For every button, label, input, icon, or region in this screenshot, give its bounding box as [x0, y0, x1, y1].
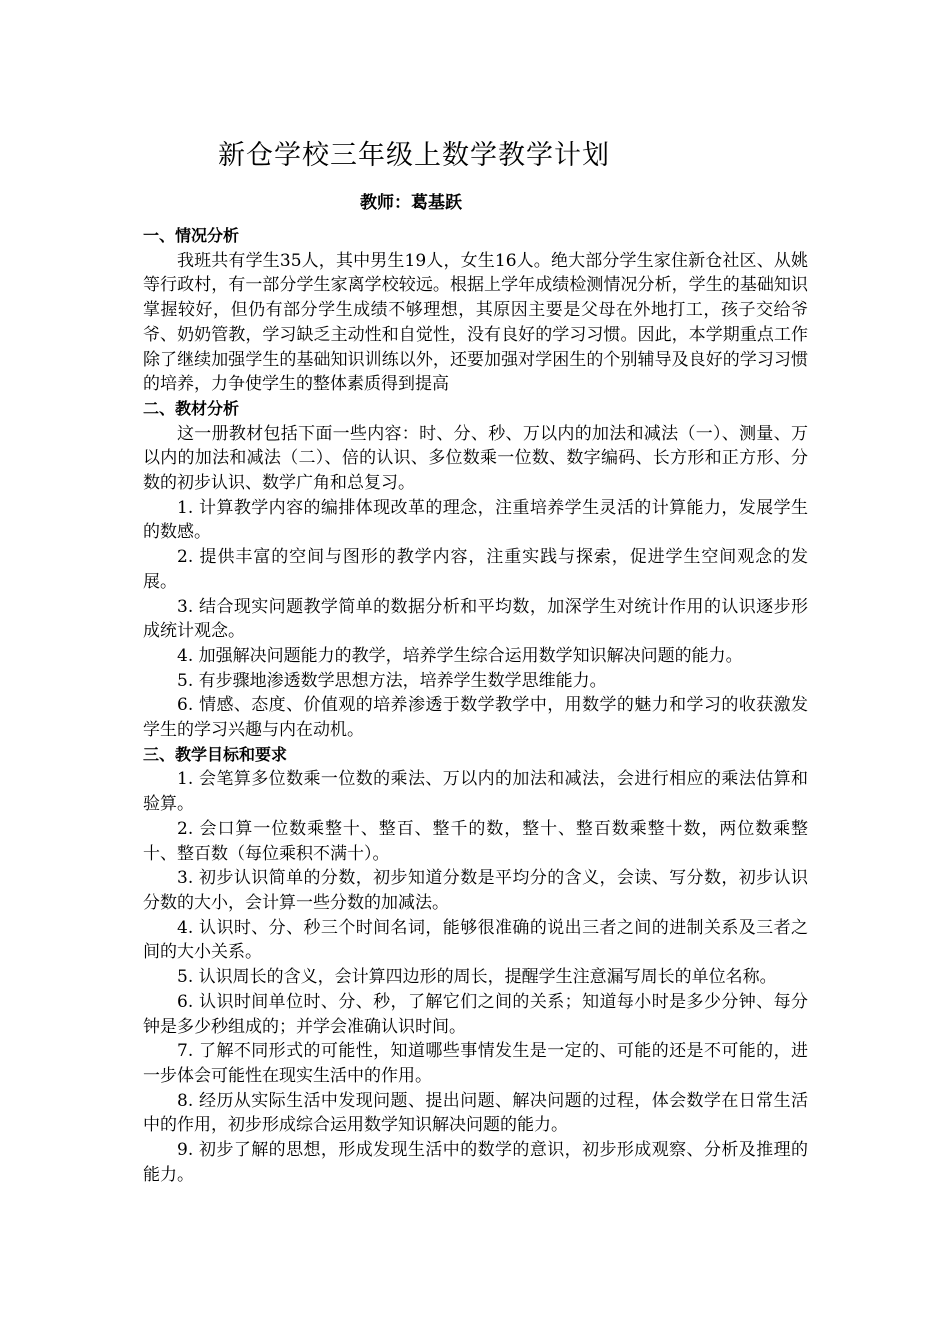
textbook-item: 1. 计算教学内容的编排体现改革的理念，注重培养学生灵活的计算能力，发展学生的数感。 — [143, 497, 808, 543]
teacher-name: 教师：葛基跃 — [360, 193, 462, 213]
goal-item: 9. 初步了解的思想，形成发现生活中的数学的意识，初步形成观察、分析及推理的能力。 — [143, 1140, 808, 1185]
goal-item: 6. 认识时间单位时、分、秒，了解它们之间的关系；知道每小时是多少分钟、每分钟是多少秒组成的；并学会准确认识时间。 — [143, 991, 808, 1037]
goal-item: 1. 会笔算多位数乘一位数的乘法、万以内的加法和减法，会进行相应的乘法估算和验算。 — [143, 769, 808, 815]
goal-item: 3. 初步认识简单的分数，初步知道分数是平均分的含义，会读、写分数，初步认识分数的大小，会计算一些分数的加减法。 — [143, 868, 808, 913]
section-heading-situation: 一、情况分析 — [143, 226, 240, 245]
document-title: 新仓学校三年级上数学教学计划 — [218, 140, 610, 171]
goal-item: 2. 会口算一位数乘整十、整百、整千的数，整十、整百数乘整十数，两位数乘整十、整百数（每位乘积不满十）。 — [143, 818, 808, 864]
textbook-item: 5. 有步骤地渗透数学思想方法，培养学生数学思维能力。 — [177, 670, 607, 691]
textbook-item: 2. 提供丰富的空间与图形的教学内容，注重实践与探索，促进学生空间观念的发展。 — [143, 547, 808, 592]
goal-item: 7. 了解不同形式的可能性，知道哪些事情发生是一定的、可能的还是不可能的，进一步体会可能性在现实生活中的作用。 — [143, 1041, 808, 1086]
textbook-item: 3. 结合现实问题教学简单的数据分析和平均数，加深学生对统计作用的认识逐步形成统计观念。 — [143, 596, 808, 642]
section-heading-textbook: 二、教材分析 — [143, 398, 240, 418]
goal-item: 4. 认识时、分、秒三个时间名词，能够很准确的说出三者之间的进制关系及三者之间的大小关系。 — [143, 917, 808, 963]
textbook-item: 6. 情感、态度、价值观的培养渗透于数学教学中，用数学的魅力和学习的收获激发学生的学习兴趣与内在动机。 — [143, 695, 808, 741]
goal-item: 5. 认识周长的含义，会计算四边形的周长，提醒学生注意漏写周长的单位名称。 — [177, 967, 777, 988]
document-body — [143, 224, 808, 1187]
situation-paragraph: 我班共有学生35人，其中男生19人，女生16人。绝大部分学生家住新仓社区、从姚等行政村，有一部分学生家离学校较远。根据上学年成绩检测情况分析，学生的基础知识掌握较好，但仍有部分学生成绩不够理想，其原因主要是父母在外地打工，孩子交给爷爷、奶奶管教，学习缺乏主动性和自觉性，没有良好的学习习惯。因此，本学期重点工作除了继续加强学生的基础知识训练以外，还要加强对学困生的个别辅导及良好的学习习惯的培养，力争使学生的整体素质得到提高 — [143, 250, 808, 395]
textbook-item: 4. 加强解决问题能力的教学，培养学生综合运用数学知识解决问题的能力。 — [177, 645, 743, 666]
goal-item: 8. 经历从实际生活中发现问题、提出问题、解决问题的过程，体会数学在日常生活中的作用，初步形成综合运用数学知识解决问题的能力。 — [143, 1090, 808, 1136]
textbook-paragraph: 这一册教材包括下面一些内容：时、分、秒、万以内的加法和减法（一）、测量、万以内的加法和减法（二）、倍的认识、多位数乘一位数、数字编码、长方形和正方形、分数的初步认识、数学广角和总复习。 — [143, 423, 808, 494]
section-heading-goals: 三、教学目标和要求 — [143, 744, 288, 764]
